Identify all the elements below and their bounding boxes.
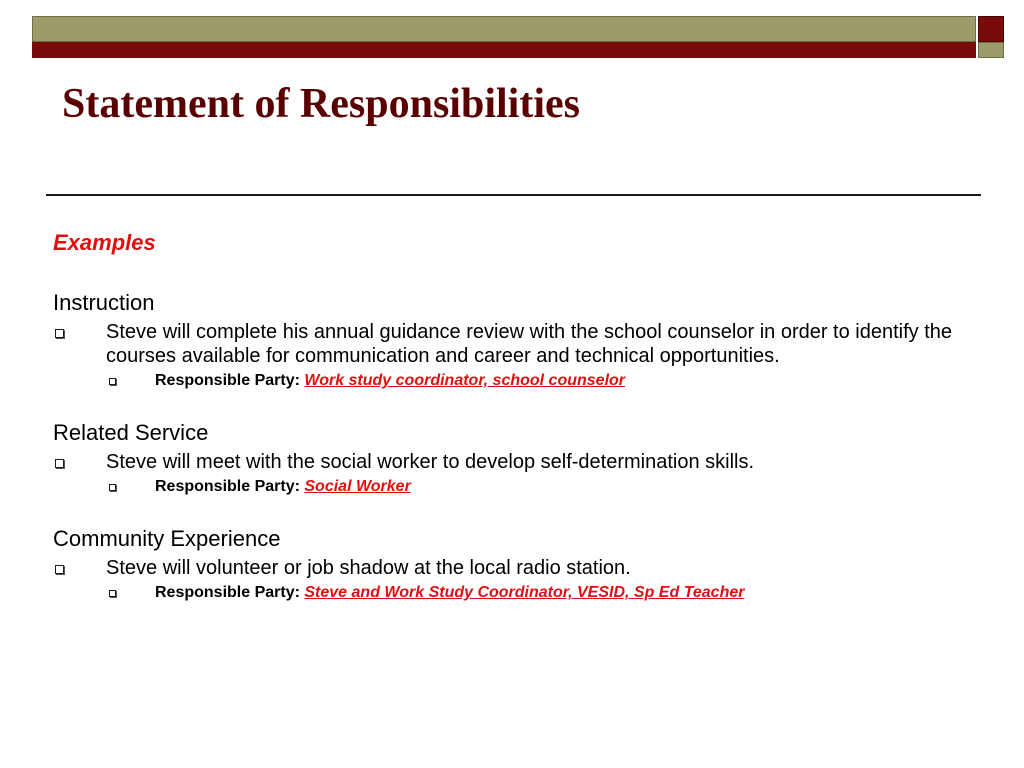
section-heading: Instruction [53,290,155,315]
examples-label: Examples [53,230,156,255]
header-square-maroon [978,16,1004,42]
hollow-square-bullet-icon [55,565,64,574]
header-square-olive [978,42,1004,58]
header-bar-maroon [32,42,976,58]
small-hollow-square-bullet-icon [109,378,116,385]
slide-body [53,228,993,630]
responsible-party-value: Work study coordinator, school counselor [304,372,626,389]
list-item [53,556,993,580]
section-heading: Community Experience [53,526,281,551]
list-item [53,320,993,368]
list-item [53,450,993,474]
responsible-party-label: Responsible Party: [155,478,305,495]
slide-title: Statement of Responsibilities [62,81,580,127]
responsible-party-item [53,370,993,392]
section-instruction [53,288,993,392]
hollow-square-bullet-icon [55,459,64,468]
small-hollow-square-bullet-icon [109,590,116,597]
header-bar-olive [32,16,976,42]
responsible-party-item [53,582,993,604]
list-item-text: Steve will complete his annual guidance review with the school counselor in order to identify the courses available for communication and career and technical opportunities. [106,321,953,367]
section-community-experience [53,524,993,604]
responsible-party-item [53,476,993,498]
title-divider [46,194,981,196]
responsible-party-label: Responsible Party: [155,584,305,601]
list-item-text: Steve will meet with the social worker to develop self-determination skills. [106,451,755,473]
section-heading: Related Service [53,420,209,445]
responsible-party-label: Responsible Party: [155,372,305,389]
list-item-text: Steve will volunteer or job shadow at the local radio station. [106,557,631,579]
hollow-square-bullet-icon [55,329,64,338]
section-related-service [53,418,993,498]
responsible-party-value: Social Worker [304,478,411,495]
small-hollow-square-bullet-icon [109,484,116,491]
responsible-party-value: Steve and Work Study Coordinator, VESID, Sp Ed Teacher [304,584,745,601]
